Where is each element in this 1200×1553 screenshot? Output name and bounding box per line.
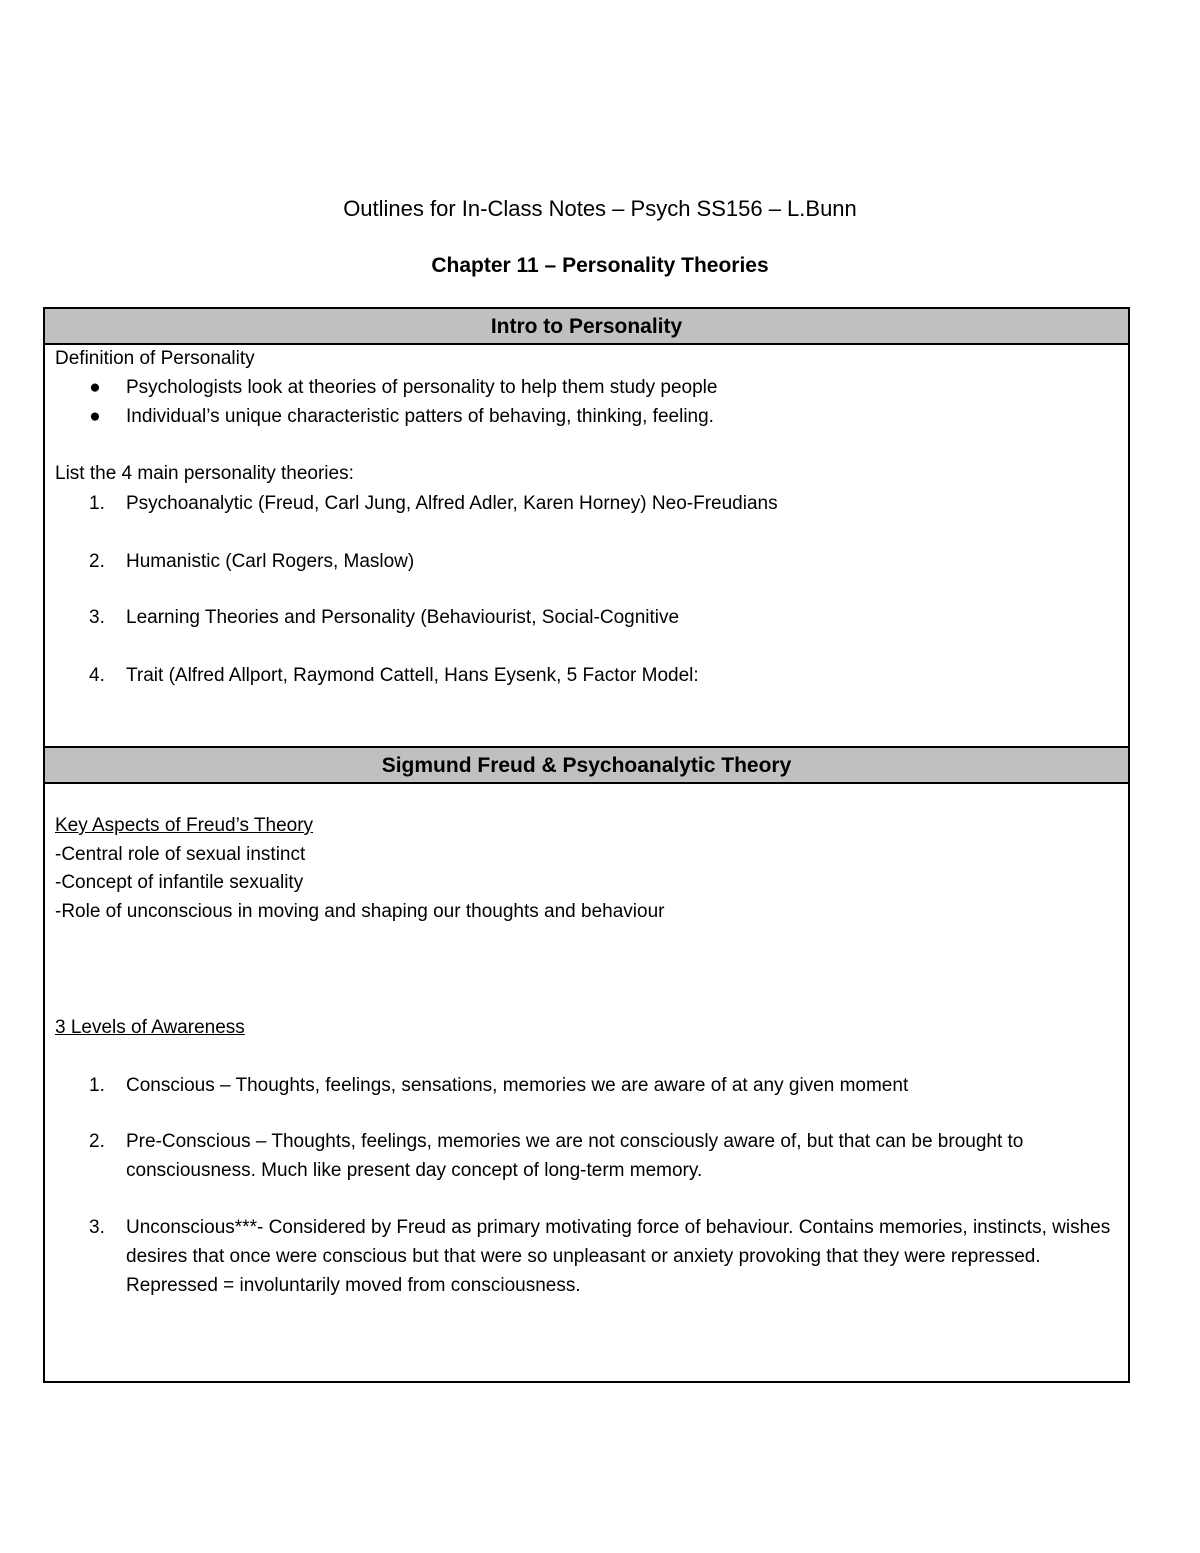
list-text: Psychoanalytic (Freud, Carl Jung, Alfred Adler, Karen Horney) Neo-Freudians [126, 493, 778, 514]
list-text: Trait (Alfred Allport, Raymond Cattell, Hans Eysenk, 5 Factor Model: [126, 665, 699, 686]
bullet-text: Individual’s unique characteristic patters of behaving, thinking, feeling. [126, 406, 714, 427]
list-number: 1. [89, 493, 105, 514]
list-text: Unconscious***- Considered by Freud as primary motivating force of behaviour. Contains memories, instincts, wishes desires that once were conscious but that were so unpleasant or anxiety provoking that they were repressed. Repressed = involuntarily moved from consciousness. [126, 1217, 1111, 1296]
list-label: List the 4 main personality theories: [55, 463, 354, 484]
key-aspect-item: -Concept of infantile sexuality [55, 872, 304, 893]
chapter-title: Chapter 11 – Personality Theories [431, 254, 769, 277]
key-aspect-item: -Role of unconscious in moving and shaping our thoughts and behaviour [55, 901, 665, 922]
definition-label: Definition of Personality [55, 348, 255, 369]
key-aspect-item: -Central role of sexual instinct [55, 844, 306, 865]
list-number: 2. [89, 551, 105, 572]
list-text: Humanistic (Carl Rogers, Maslow) [126, 551, 415, 572]
bullet-text: Psychologists look at theories of personality to help them study people [126, 377, 718, 398]
list-text: Pre-Conscious – Thoughts, feelings, memories we are not consciously aware of, but that can be brought to consciousness. Much like present day concept of long-term memory. [126, 1131, 1024, 1181]
list-number: 4. [89, 665, 105, 686]
section-heading-freud: Sigmund Freud & Psychoanalytic Theory [45, 746, 1128, 784]
list-number: 1. [89, 1075, 105, 1096]
levels-label: 3 Levels of Awareness [55, 1017, 245, 1038]
section-heading-intro: Intro to Personality [45, 309, 1128, 345]
list-number: 2. [89, 1131, 105, 1152]
key-aspects-label: Key Aspects of Freud’s Theory [55, 815, 314, 836]
page-title: Outlines for In-Class Notes – Psych SS156 – L.Bunn [343, 196, 857, 221]
notes-table [43, 307, 1130, 1383]
list-text: Learning Theories and Personality (Behaviourist, Social-Cognitive [126, 607, 680, 628]
bullet-icon: ● [89, 406, 101, 427]
bullet-icon: ● [89, 377, 101, 398]
list-number: 3. [89, 607, 105, 628]
list-text: Conscious – Thoughts, feelings, sensations, memories we are aware of at any given moment [126, 1075, 909, 1096]
list-number: 3. [89, 1217, 105, 1238]
